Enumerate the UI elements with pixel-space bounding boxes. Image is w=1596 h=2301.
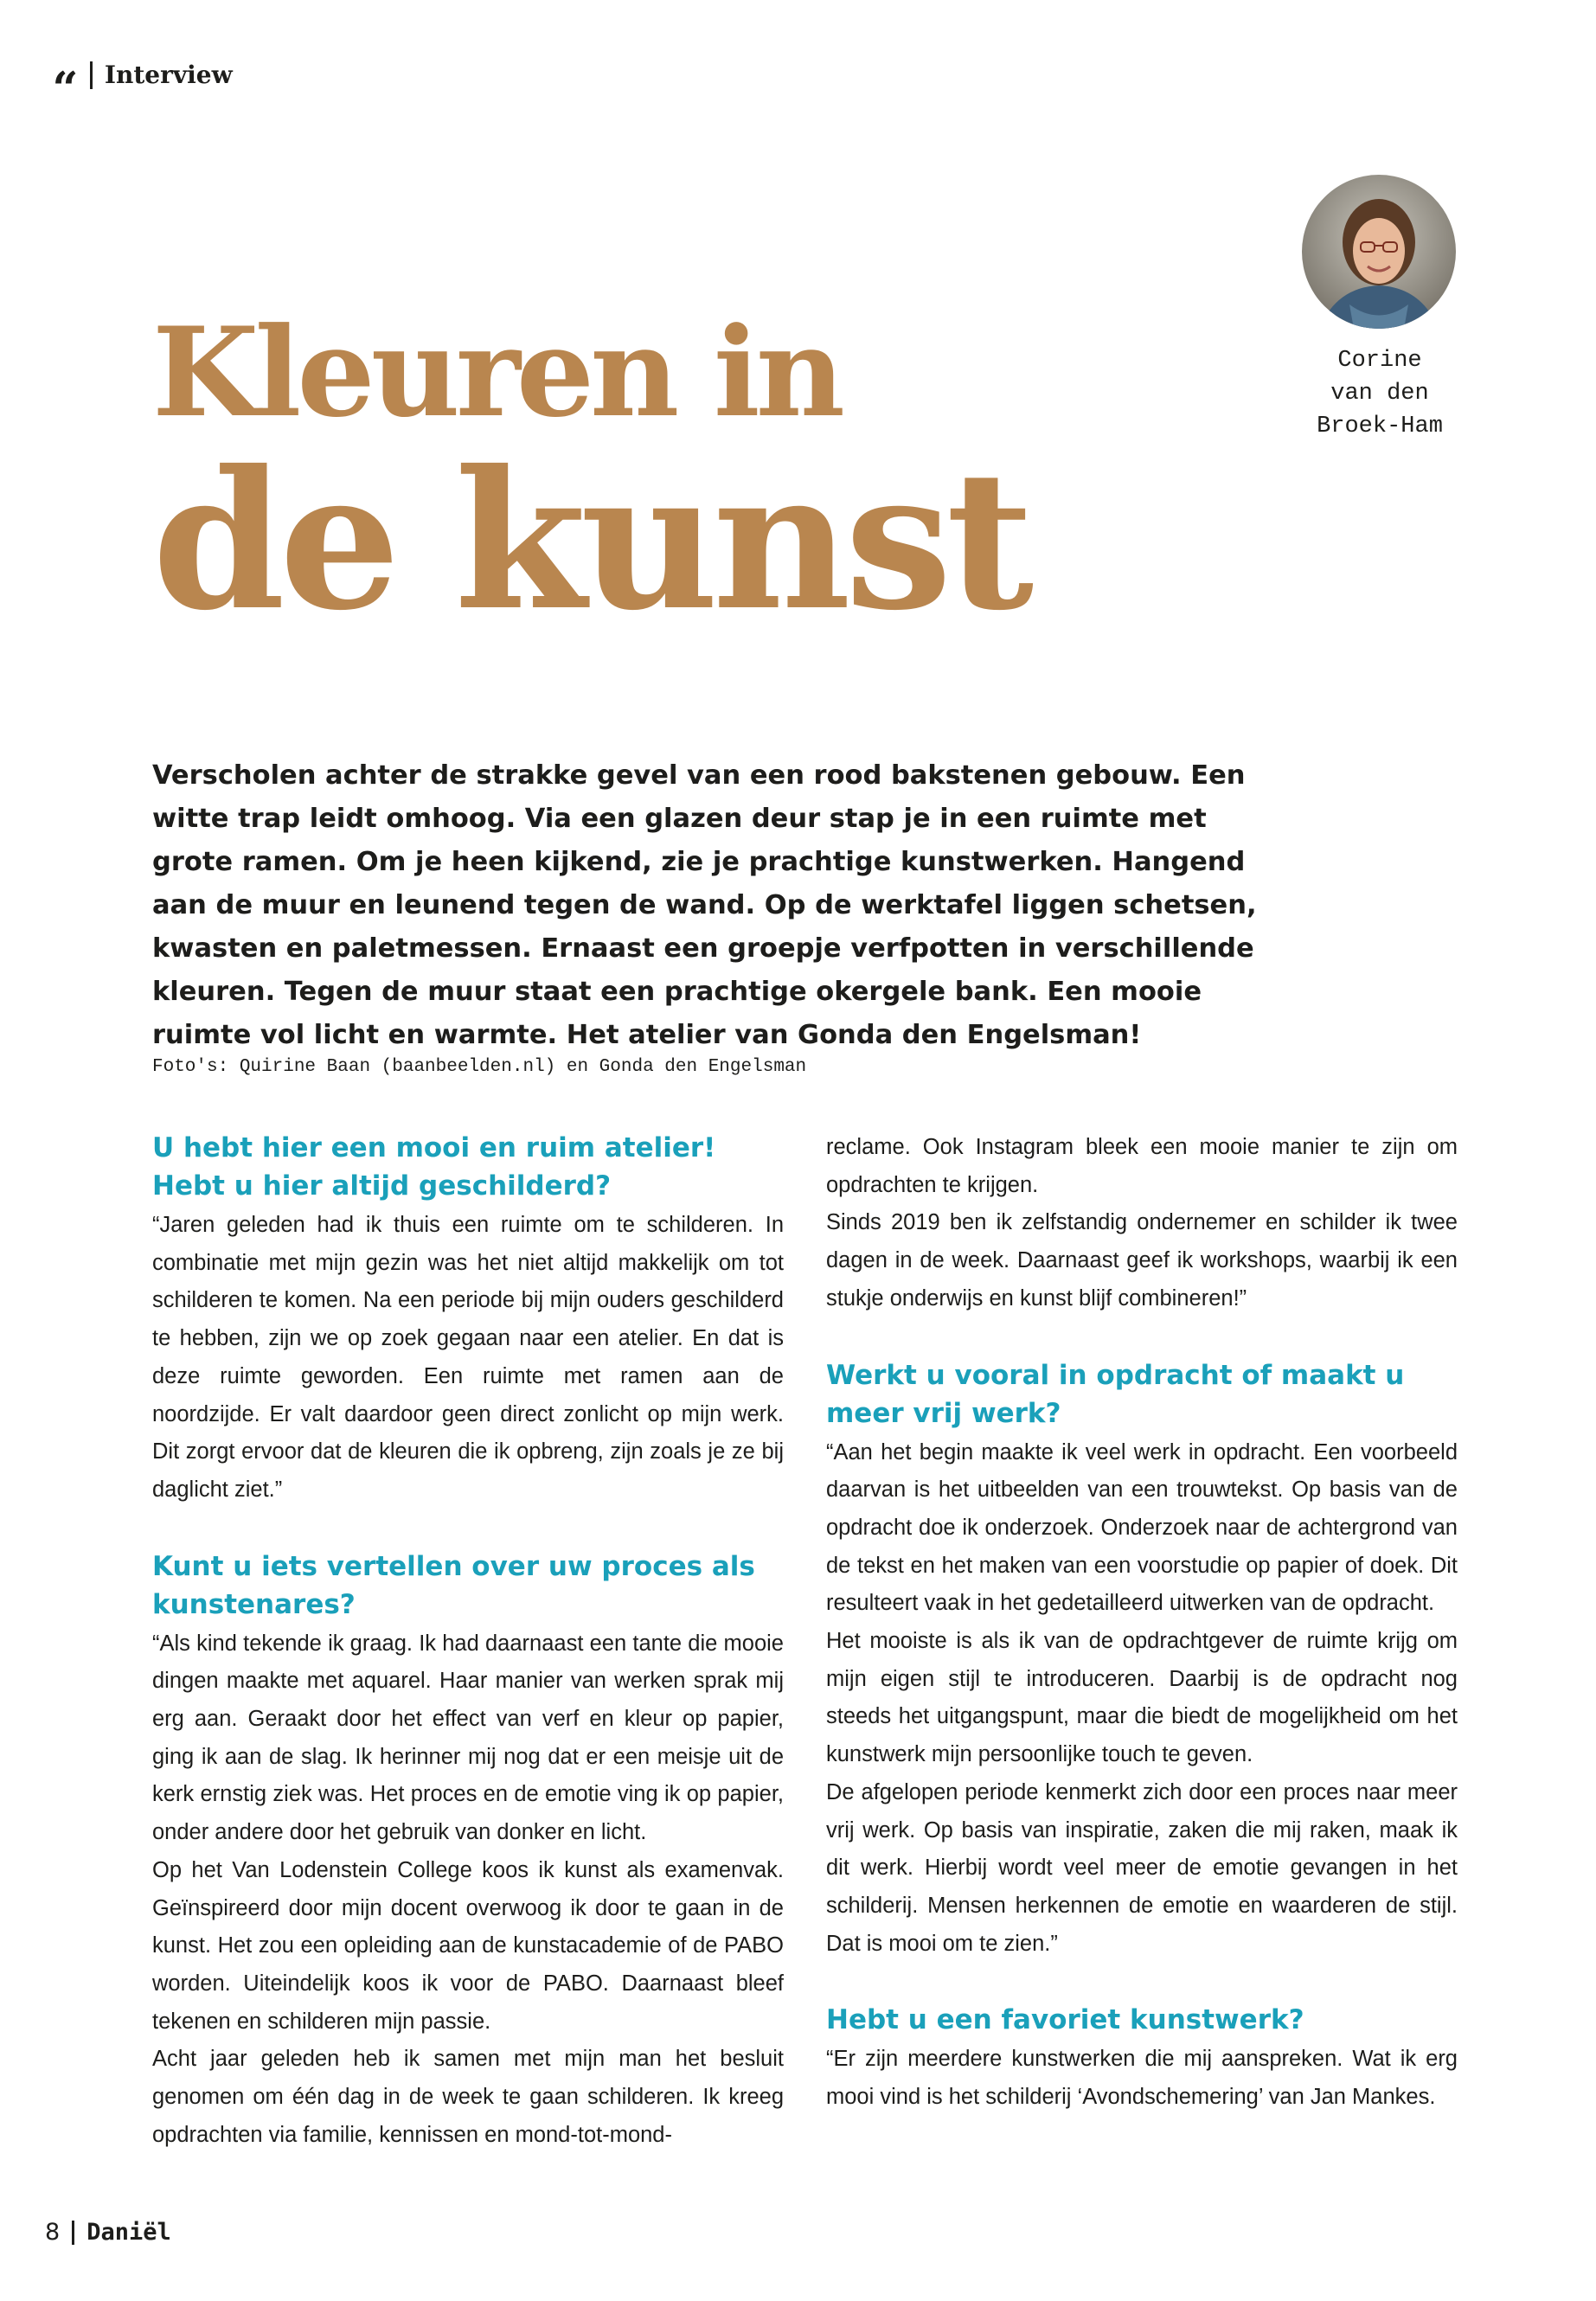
answer-paragraph: reclame. Ook Instagram bleek een mooie manier te zijn om opdrachten te krijgen. bbox=[826, 1135, 1458, 1197]
quote-icon: ” bbox=[52, 38, 78, 92]
answer-paragraph: “Als kind tekende ik graag. Ik had daarnaast een tante die mooie dingen maakte met aquarel. Haar manier van werken sprak mij erg aan. Geraakt door het effect van verf en kleur op papier, ging ik aan de slag. Ik herinner mij nog dat er een meisje uit de kerk ernstig ziek was. Het proces en de emotie ving ik op papier, onder andere door het gebruik van donker en licht. bbox=[152, 1631, 784, 1845]
answer-paragraph: Het mooiste is als ik van de opdrachtgever de ruimte krijg om mijn eigen stijl te introduceren. Daarbij is de opdracht nog steeds het uitgangspunt, maar die biedt de mogelijkheid om het kunstwerk mijn persoonlijke touch te geven. bbox=[826, 1629, 1458, 1767]
article-title-line-1: Kleuren in bbox=[152, 301, 841, 445]
answer-paragraph: “Jaren geleden had ik thuis een ruimte om te schilderen. In combinatie met mijn gezin was het niet altijd makkelijk om tot schilderen te komen. Na een periode bij mijn ouders geschilderd te hebben, zijn we op zoek gegaan naar een atelier. En dat is deze ruimte geworden. Een ruimte met ramen aan de noordzijde. Er valt daardoor geen direct zonlicht op mijn werk. Dit zorgt ervoor dat de kleuren die ik opbreng, zijn zoals je ze bij daglicht ziet.” bbox=[152, 1213, 784, 1502]
right-column bbox=[826, 1129, 1458, 2117]
page-footer bbox=[45, 2219, 171, 2246]
intro-paragraph bbox=[152, 754, 1285, 1057]
footer-divider bbox=[72, 2221, 74, 2245]
left-column bbox=[152, 1129, 784, 2154]
intro-text: Verscholen achter de strakke gevel van een rood bakstenen gebouw. Een witte trap leidt omhoog. Via een glazen deur stap je in een ruimte met grote ramen. Om je heen kijkend, zie je prachtige kunstwerken. Hangend aan de muur en leunend tegen de wand. Op de werktafel liggen schetsen, kwasten en paletmessen. Ernaast een groepje verfpotten in verschillende kleuren. Tegen de muur staat een prachtige okergele bank. Een mooie ruimte vol licht en warmte. Het atelier van Gonda den Engelsman! bbox=[152, 760, 1257, 1050]
photo-credits: Foto's: Quirine Baan (baanbeelden.nl) en Gonda den Engelsman bbox=[152, 1057, 807, 1077]
answer-paragraph: Sinds 2019 ben ik zelfstandig ondernemer en schilder ik twee dagen in de week. Daarnaast geef ik workshops, waarbij ik een stukje onderwijs en kunst blijf combineren!” bbox=[826, 1210, 1458, 1311]
question-heading: Werkt u vooral in opdracht of maakt u meer vrij werk? bbox=[826, 1359, 1405, 1429]
article-title-line-2: de kunst bbox=[152, 428, 1029, 652]
answer-paragraph: Op het Van Lodenstein College koos ik kunst als examenvak. Geïnspireerd door mijn docent overwoog ik door te gaan in de kunst. Het zou een opleiding aan de kunstacademie of de PABO worden. Uiteindelijk koos ik voor de PABO. Daarnaast bleef tekenen en schilderen mijn passie. bbox=[152, 1857, 784, 2034]
section-label: Interview bbox=[104, 61, 233, 89]
answer-paragraph: “Aan het begin maakte ik veel werk in opdracht. Een voorbeeld daarvan is het uitbeelden van een trouwtekst. Op basis van de opdracht doe ik onderzoek. Onderzoek naar de achtergrond van de tekst en het maken van een voorstudie op papier of doek. Dit resulteert vaak in het gedetailleerd uitwerken van de opdracht. bbox=[826, 1439, 1458, 1616]
portrait-image bbox=[1302, 175, 1456, 329]
header-divider bbox=[90, 61, 93, 89]
answer-paragraph: “Er zijn meerdere kunstwerken die mij aanspreken. Wat ik erg mooi vind is het schilderij ‘Avondschemering’ van Jan Mankes. bbox=[826, 2047, 1458, 2110]
question-heading: Hebt u een favoriet kunstwerk? bbox=[826, 2004, 1304, 2036]
page-number: 8 bbox=[45, 2219, 61, 2246]
magazine-name: Daniël bbox=[87, 2219, 171, 2246]
question-heading: Kunt u iets vertellen over uw proces als kunstenares? bbox=[152, 1550, 755, 1620]
author-portrait bbox=[1302, 175, 1456, 329]
answer-paragraph: De afgelopen periode kenmerkt zich door een proces naar meer vrij werk. Op basis van inspiratie, zaken die mij raken, maak ik dit werk. Hierbij wordt veel meer de emotie gevangen in het schilderij. Mensen herkennen de emotie en waarderen de stijl. Dat is mooi om te zien.” bbox=[826, 1779, 1458, 1956]
question-heading: U hebt hier een mooi en ruim atelier! Hebt u hier altijd geschilderd? bbox=[152, 1132, 716, 1202]
author-name: Corine van den Broek-Ham bbox=[1317, 348, 1443, 439]
page-header bbox=[52, 38, 233, 92]
answer-paragraph: Acht jaar geleden heb ik samen met mijn man het besluit genomen om één dag in de week te gaan schilderen. Ik kreeg opdrachten via familie, kennissen en mond-tot-mond- bbox=[152, 2047, 784, 2147]
